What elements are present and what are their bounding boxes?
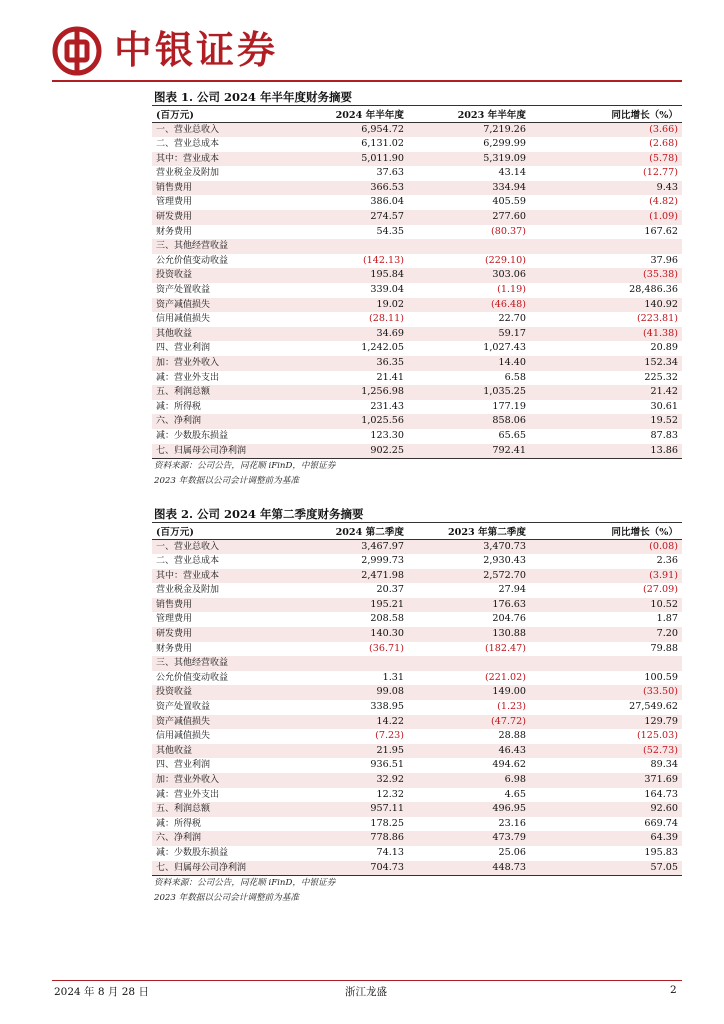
table-cell: 2,471.98 <box>270 569 408 584</box>
row-label: 减：营业外支出 <box>156 789 220 800</box>
table-cell: 21.41 <box>376 371 404 383</box>
table-cell: 13.86 <box>530 444 682 459</box>
table-cell: 21.95 <box>270 744 408 759</box>
table1-note: 2023 年数据以公司会计调整前为基准 <box>154 476 299 487</box>
row-label: 减：营业外支出 <box>156 372 220 383</box>
table-row <box>152 612 682 627</box>
table-row <box>152 225 682 240</box>
table-cell: 792.41 <box>408 444 530 459</box>
table-row <box>152 569 682 584</box>
table-cell: 3,467.97 <box>270 539 408 554</box>
table2-title: 图表 2. 公司 2024 年第二季度财务摘要 <box>152 505 682 523</box>
table-cell <box>270 239 408 254</box>
bank-of-china-logo-icon <box>52 26 102 76</box>
table-cell: 19.52 <box>530 414 682 429</box>
table-cell: 2,930.43 <box>483 555 526 567</box>
table2-header-row <box>152 523 682 539</box>
row-label: 公允价值变动收益 <box>156 255 229 266</box>
table-row <box>152 152 682 167</box>
table-cell: 195.84 <box>270 268 408 283</box>
report-header <box>52 22 692 82</box>
table1 <box>152 106 682 459</box>
row-label: 公允价值变动收益 <box>156 672 229 683</box>
table-cell: 225.32 <box>644 371 678 383</box>
table-cell: (33.50) <box>530 685 682 700</box>
row-label: 研发费用 <box>152 627 270 642</box>
row-label: 财务费用 <box>156 226 193 237</box>
table-cell: 27.94 <box>498 584 526 596</box>
table-cell: 23.16 <box>498 817 526 829</box>
table-cell: 21.42 <box>530 385 682 400</box>
row-label: 五、利润总额 <box>152 802 270 817</box>
table-row <box>152 166 682 181</box>
table-cell: 12.32 <box>376 788 404 800</box>
row-label: 投资收益 <box>152 268 270 283</box>
row-label: 三、其他经营收益 <box>152 239 270 254</box>
table-cell: 20.37 <box>376 584 404 596</box>
table-cell: 123.30 <box>370 429 404 441</box>
table-cell: 1,027.43 <box>483 342 526 354</box>
table-row <box>152 554 682 569</box>
table-cell: 5,319.09 <box>408 152 530 167</box>
table-cell: 371.69 <box>530 773 682 788</box>
table-cell: 669.74 <box>644 817 678 829</box>
table-cell: (0.08) <box>530 539 682 554</box>
table-row <box>152 254 682 269</box>
row-label: 投资收益 <box>152 685 270 700</box>
table-cell: 195.21 <box>270 598 408 613</box>
table-cell: (80.37) <box>491 225 526 237</box>
table-cell: 79.88 <box>650 642 678 654</box>
table-row <box>152 385 682 400</box>
row-label: 销售费用 <box>152 598 270 613</box>
table-row <box>152 195 682 210</box>
table-cell <box>530 239 682 254</box>
table-cell: 6,954.72 <box>270 122 408 137</box>
row-label: 资产处置收益 <box>156 702 211 713</box>
table-cell: 22.70 <box>498 313 526 325</box>
table-cell: (3.91) <box>530 569 682 584</box>
table-row <box>152 371 682 386</box>
table-cell: 152.34 <box>530 356 682 371</box>
table-cell: (229.10) <box>484 254 526 266</box>
row-label: 其他收益 <box>152 327 270 342</box>
table-row <box>152 137 682 152</box>
table-row <box>152 414 682 429</box>
row-label: 信用减值损失 <box>156 314 211 325</box>
row-label: 减：所得税 <box>156 818 202 829</box>
table-cell: 778.86 <box>270 831 408 846</box>
table-row <box>152 341 682 356</box>
table-cell: 496.95 <box>408 802 530 817</box>
table-cell: 902.25 <box>270 444 408 459</box>
table-cell: (4.82) <box>649 196 678 208</box>
table1-header-row <box>152 106 682 122</box>
table-row <box>152 283 682 298</box>
table-cell: 34.69 <box>270 327 408 342</box>
table-cell <box>408 656 530 671</box>
page-number: 2 <box>670 984 677 996</box>
table-cell: 27,549.62 <box>629 701 678 713</box>
table-cell: 858.06 <box>408 414 530 429</box>
row-label: 其中：营业成本 <box>152 152 270 167</box>
table-row <box>152 861 682 876</box>
table-row <box>152 312 682 327</box>
table-cell: 339.04 <box>370 284 404 296</box>
table-cell: 2,572.70 <box>408 569 530 584</box>
table2-header-2024: 2024 第二季度 <box>270 523 408 539</box>
table-cell: 274.57 <box>270 210 408 225</box>
row-label: 六、净利润 <box>152 414 270 429</box>
table-row <box>152 400 682 415</box>
table-row <box>152 210 682 225</box>
table1-source: 资料来源：公司公告，同花顺 iFinD，中银证券 <box>154 461 336 472</box>
table-row <box>152 583 682 598</box>
table-cell: (52.73) <box>530 744 682 759</box>
table-cell: 149.00 <box>408 685 530 700</box>
row-label: 加：营业外收入 <box>152 356 270 371</box>
table-row <box>152 598 682 613</box>
table-cell: 3,470.73 <box>408 539 530 554</box>
table-row <box>152 700 682 715</box>
table-row <box>152 715 682 730</box>
table-row <box>152 539 682 554</box>
table-cell: 9.43 <box>530 181 682 196</box>
table2-source: 资料来源：公司公告，同花顺 iFinD，中银证券 <box>154 878 336 889</box>
table-cell: 30.61 <box>650 400 678 412</box>
table-cell: 25.06 <box>498 846 526 858</box>
table-cell: 57.05 <box>530 861 682 876</box>
table1-header-yoy: 同比增长（%） <box>530 106 682 122</box>
row-label: 六、净利润 <box>152 831 270 846</box>
table-row <box>152 773 682 788</box>
table2-block <box>152 505 682 906</box>
row-label: 研发费用 <box>152 210 270 225</box>
table-cell: 2,999.73 <box>361 555 404 567</box>
table-cell: 1,242.05 <box>361 342 404 354</box>
table-cell: 195.83 <box>644 846 678 858</box>
table-row <box>152 788 682 803</box>
table-row <box>152 298 682 313</box>
table-cell: 366.53 <box>270 181 408 196</box>
table-cell: 36.35 <box>270 356 408 371</box>
row-label: 减：少数股东损益 <box>156 847 229 858</box>
table-cell: 19.02 <box>270 298 408 313</box>
table-cell: 338.95 <box>370 701 404 713</box>
table-cell: 32.92 <box>270 773 408 788</box>
header-rule <box>52 80 682 82</box>
row-label: 资产减值损失 <box>152 298 270 313</box>
row-label: 一、营业总收入 <box>152 122 270 137</box>
table-cell: 100.59 <box>644 671 678 683</box>
table-cell: (182.47) <box>484 642 526 654</box>
table-cell: 20.89 <box>650 342 678 354</box>
table-cell: 28,486.36 <box>629 284 678 296</box>
table-cell: (223.81) <box>636 313 678 325</box>
table-cell: 1,035.25 <box>408 385 530 400</box>
table-row <box>152 685 682 700</box>
table-cell: 6.58 <box>504 371 526 383</box>
table-row <box>152 429 682 444</box>
table-cell: 164.73 <box>644 788 678 800</box>
table-cell: 6,131.02 <box>361 138 404 150</box>
table-row <box>152 817 682 832</box>
table-cell: 957.11 <box>270 802 408 817</box>
table-cell: (125.03) <box>636 730 678 742</box>
row-label: 管理费用 <box>156 197 193 208</box>
table-cell: 89.34 <box>650 759 678 771</box>
table-row <box>152 671 682 686</box>
table-cell: 1,025.56 <box>270 414 408 429</box>
table-row <box>152 239 682 254</box>
table-cell: 87.83 <box>650 429 678 441</box>
table-cell: 129.79 <box>530 715 682 730</box>
table-cell: 92.60 <box>530 802 682 817</box>
table-cell: 14.22 <box>270 715 408 730</box>
row-label: 一、营业总收入 <box>152 539 270 554</box>
table-cell: 448.73 <box>408 861 530 876</box>
table-cell: (1.23) <box>497 701 526 713</box>
row-label: 资产处置收益 <box>156 285 211 296</box>
table-cell: 277.60 <box>408 210 530 225</box>
table-cell: (2.68) <box>649 138 678 150</box>
table-cell: (35.38) <box>530 268 682 283</box>
row-label: 七、归属母公司净利润 <box>152 444 270 459</box>
table-cell: 2.36 <box>656 555 678 567</box>
table-cell: 43.14 <box>498 167 526 179</box>
row-label: 四、营业利润 <box>156 343 211 354</box>
table-cell: 1,256.98 <box>270 385 408 400</box>
row-label: 其中：营业成本 <box>152 569 270 584</box>
row-label: 资产减值损失 <box>152 715 270 730</box>
table-cell: 1.87 <box>656 613 678 625</box>
table-row <box>152 656 682 671</box>
table-cell: (7.23) <box>375 730 404 742</box>
table-cell: 204.76 <box>492 613 526 625</box>
table-cell: (1.09) <box>530 210 682 225</box>
table-cell: 6.98 <box>408 773 530 788</box>
table-cell: 6,299.99 <box>483 138 526 150</box>
table-cell: (221.02) <box>484 671 526 683</box>
table-cell: 99.08 <box>270 685 408 700</box>
table-cell: 208.58 <box>370 613 404 625</box>
table-cell: 473.79 <box>408 831 530 846</box>
table1-body <box>152 122 682 459</box>
row-label: 管理费用 <box>156 614 193 625</box>
table-cell: 386.04 <box>370 196 404 208</box>
table-cell: 140.92 <box>530 298 682 313</box>
table-row <box>152 831 682 846</box>
table-cell: 1.31 <box>382 671 404 683</box>
table-cell: (47.72) <box>408 715 530 730</box>
table-row <box>152 802 682 817</box>
table-cell: 5,011.90 <box>270 152 408 167</box>
table-cell: 7,219.26 <box>408 122 530 137</box>
footer-rule <box>52 980 682 981</box>
row-label: 财务费用 <box>156 643 193 654</box>
table-cell: 130.88 <box>408 627 530 642</box>
row-label: 销售费用 <box>152 181 270 196</box>
table-row <box>152 122 682 137</box>
row-label: 二、营业总成本 <box>156 556 220 567</box>
table-cell: 65.65 <box>498 429 526 441</box>
table-cell: (36.71) <box>369 642 404 654</box>
table-cell: 59.17 <box>408 327 530 342</box>
row-label: 减：所得税 <box>156 401 202 412</box>
table-cell: 231.43 <box>370 400 404 412</box>
brand-name: 中银证券 <box>114 28 279 72</box>
row-label: 减：少数股东损益 <box>156 430 229 441</box>
row-label: 加：营业外收入 <box>152 773 270 788</box>
row-label: 五、利润总额 <box>152 385 270 400</box>
table-cell: 176.63 <box>408 598 530 613</box>
row-label: 信用减值损失 <box>156 731 211 742</box>
table-row <box>152 327 682 342</box>
table-cell: (1.19) <box>497 284 526 296</box>
table1-header-2023: 2023 年半年度 <box>408 106 530 122</box>
table-cell: 46.43 <box>408 744 530 759</box>
table-cell: 4.65 <box>504 788 526 800</box>
table-row <box>152 444 682 459</box>
table-cell: 7.20 <box>530 627 682 642</box>
table-row <box>152 758 682 773</box>
table-cell: 178.25 <box>370 817 404 829</box>
table-cell: 140.30 <box>270 627 408 642</box>
table-cell <box>408 239 530 254</box>
table-cell: (5.78) <box>530 152 682 167</box>
table-cell: 936.51 <box>370 759 404 771</box>
table-cell: (41.38) <box>530 327 682 342</box>
table2-header-2023: 2023 年第二季度 <box>408 523 530 539</box>
table-cell: 167.62 <box>644 225 678 237</box>
table-cell: 10.52 <box>530 598 682 613</box>
table-cell: (3.66) <box>530 122 682 137</box>
table-row <box>152 181 682 196</box>
table1-header-2024: 2024 年半年度 <box>270 106 408 122</box>
table-cell: 303.06 <box>408 268 530 283</box>
row-label: 二、营业总成本 <box>156 139 220 150</box>
table2-note: 2023 年数据以公司会计调整前为基准 <box>154 893 299 904</box>
table-row <box>152 729 682 744</box>
table2-header-yoy: 同比增长（%） <box>530 523 682 539</box>
table-cell: 37.96 <box>650 254 678 266</box>
table-cell: (12.77) <box>643 167 678 179</box>
table-cell: 28.88 <box>498 730 526 742</box>
table-cell: 334.94 <box>408 181 530 196</box>
footer-company: 浙江龙盛 <box>345 986 387 998</box>
row-label: 营业税金及附加 <box>156 585 220 596</box>
table-cell: (142.13) <box>362 254 404 266</box>
table-row <box>152 627 682 642</box>
table-row <box>152 268 682 283</box>
table-row <box>152 642 682 657</box>
row-label: 七、归属母公司净利润 <box>152 861 270 876</box>
table2-header-unit: (百万元) <box>152 523 270 539</box>
table-cell: 177.19 <box>492 400 526 412</box>
row-label: 三、其他经营收益 <box>152 656 270 671</box>
table2 <box>152 523 682 876</box>
table-cell: 37.63 <box>376 167 404 179</box>
table1-header-unit: (百万元) <box>152 106 270 122</box>
footer-date: 2024 年 8 月 28 日 <box>54 986 149 998</box>
table-cell: 14.40 <box>408 356 530 371</box>
table2-body <box>152 539 682 876</box>
table-cell: 54.35 <box>376 225 404 237</box>
table1-block <box>152 88 682 489</box>
table1-title: 图表 1. 公司 2024 年半年度财务摘要 <box>152 88 682 106</box>
table-cell: (27.09) <box>643 584 678 596</box>
row-label: 其他收益 <box>152 744 270 759</box>
table-row <box>152 744 682 759</box>
table-cell: (46.48) <box>408 298 530 313</box>
table-cell <box>270 656 408 671</box>
table-cell: 494.62 <box>492 759 526 771</box>
row-label: 营业税金及附加 <box>156 168 220 179</box>
table-cell: 405.59 <box>492 196 526 208</box>
table-row <box>152 846 682 861</box>
table-cell: (28.11) <box>369 313 404 325</box>
table-cell: 64.39 <box>530 831 682 846</box>
row-label: 四、营业利润 <box>156 760 211 771</box>
table-cell <box>530 656 682 671</box>
table-cell: 74.13 <box>376 846 404 858</box>
table-row <box>152 356 682 371</box>
table-cell: 704.73 <box>270 861 408 876</box>
